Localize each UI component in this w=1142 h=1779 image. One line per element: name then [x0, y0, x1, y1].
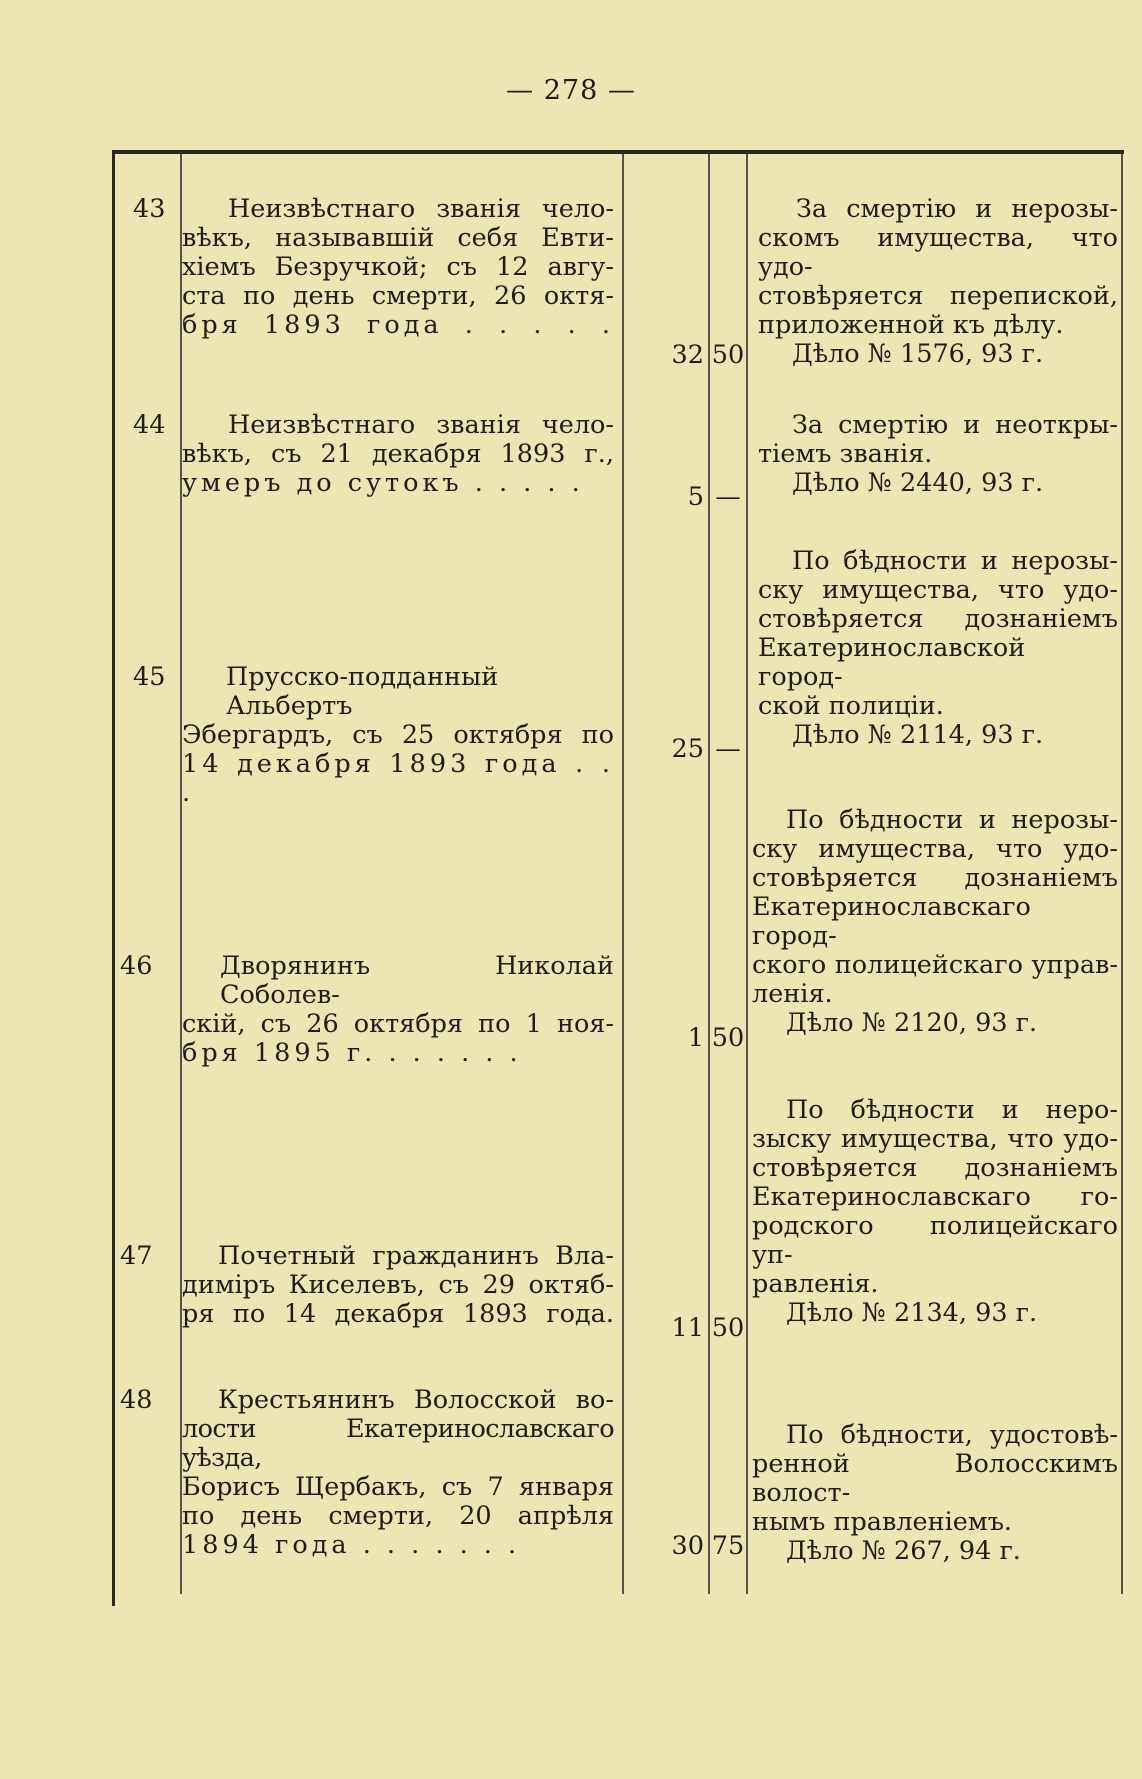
description-line: по день смерти, 20 апрѣля: [182, 1501, 614, 1531]
row-44-description: [182, 411, 614, 498]
description-line: 14 декабря 1893 года . . .: [182, 749, 614, 808]
description-line: Почетный гражданинъ Вла-: [218, 1241, 614, 1271]
row-47-description: [182, 1242, 614, 1329]
description-line: ря по 14 декабря 1893 года.: [182, 1299, 614, 1329]
page-number: — 278 —: [506, 75, 636, 106]
reason-line: За смертію и нерозы-: [796, 194, 1118, 224]
description-line: умеръ до сутокъ . . . . .: [182, 468, 584, 498]
row-45-description: [182, 663, 614, 808]
table-top-rule: [112, 150, 1124, 154]
case-reference: Дѣло № 2120, 93 г.: [786, 1008, 1038, 1038]
description-line: Крестьянинъ Волосской во-: [218, 1385, 614, 1415]
description-line: Эбергардъ, съ 25 октября по: [182, 720, 614, 750]
reason-line: По бѣдности и нерозы-: [786, 805, 1118, 835]
row-48-kopecks: 75: [711, 1531, 745, 1561]
description-line: хіемъ Безручкой; съ 12 авгу-: [182, 252, 614, 282]
row-45-kopecks: —: [715, 734, 741, 764]
row-44-reason: [758, 411, 1118, 498]
reason-line: зыску имущества, что удо-: [752, 1124, 1118, 1154]
reason-line: ренной Волосскимъ волост-: [752, 1449, 1118, 1508]
reason-line: стовѣряется перепиской,: [758, 281, 1118, 311]
reason-line: приложенной къ дѣлу.: [758, 310, 1064, 340]
description-line: Прусско-подданный Альбертъ: [226, 662, 499, 721]
description-line: вѣкъ, называвшій себя Евти-: [182, 223, 614, 253]
reason-line: Екатеринославскаго город-: [752, 892, 1031, 951]
reason-line: стовѣряется дознаніемъ: [752, 1153, 1118, 1183]
reason-line: ленія.: [752, 979, 833, 1009]
row-47-kopecks: 50: [711, 1313, 745, 1343]
row-48-roubles: 30: [671, 1531, 704, 1561]
row-43-reason: [758, 195, 1118, 369]
reason-line: ску имущества, что удо-: [752, 834, 1118, 864]
row-43-roubles: 32: [671, 340, 704, 370]
row-46-number: 46: [120, 951, 153, 981]
description-line: диміръ Киселевъ, съ 29 октяб-: [182, 1270, 614, 1300]
table-left-rule: [112, 150, 115, 1606]
row-45-reason: [758, 547, 1118, 750]
case-reference: Дѣло № 267, 94 г.: [786, 1536, 1021, 1566]
description-line: 1894 года . . . . . . .: [182, 1530, 521, 1560]
reason-line: родского полицейскаго уп-: [752, 1211, 1118, 1270]
row-48-number: 48: [120, 1385, 153, 1415]
case-reference: Дѣло № 1576, 93 г.: [792, 339, 1044, 369]
column-rule-kopecks: [746, 154, 748, 1594]
row-47-number: 47: [120, 1241, 153, 1271]
reason-line: Екатеринославскаго го-: [752, 1182, 1118, 1212]
reason-line: равленія.: [752, 1269, 879, 1299]
row-45-roubles: 25: [671, 734, 704, 764]
row-46-kopecks: 50: [711, 1023, 745, 1053]
row-43-number: 43: [133, 194, 166, 224]
description-line: бря 1893 года . . . . .: [182, 310, 614, 340]
case-reference: Дѣло № 2134, 93 г.: [786, 1298, 1038, 1328]
description-line: Дворянинъ Николай Соболев-: [220, 951, 614, 1010]
row-48-description: [182, 1386, 614, 1560]
row-47-roubles: 11: [671, 1313, 704, 1343]
row-45-number: 45: [133, 662, 166, 692]
row-48-reason: [752, 1421, 1118, 1566]
description-line: лости Екатеринославскаго уѣзда,: [182, 1414, 614, 1473]
row-44-number: 44: [133, 410, 166, 440]
row-46-reason: [752, 806, 1118, 1038]
row-46-description: [182, 952, 614, 1068]
table-right-rule: [1121, 154, 1123, 1594]
column-rule-roubles: [708, 154, 710, 1594]
column-rule-description: [622, 154, 624, 1594]
column-rule-number: [180, 154, 182, 1594]
row-46-roubles: 1: [687, 1023, 704, 1053]
row-43-description: [182, 195, 614, 340]
description-line: вѣкъ, съ 21 декабря 1893 г.,: [182, 439, 614, 469]
description-line: Неизвѣстнаго званія чело-: [228, 410, 614, 440]
reason-line: тіемъ званія.: [758, 439, 933, 469]
reason-line: стовѣряется дознаніемъ: [758, 604, 1118, 634]
reason-line: За смертію и неоткры-: [792, 410, 1118, 440]
description-line: ста по день смерти, 26 октя-: [182, 281, 614, 311]
reason-line: скомъ имущества, что удо-: [758, 223, 1118, 282]
reason-line: нымъ правленіемъ.: [752, 1507, 1013, 1537]
row-44-roubles: 5: [687, 482, 704, 512]
row-43-kopecks: 50: [711, 340, 745, 370]
row-47-reason: [752, 1096, 1118, 1328]
reason-line: Екатеринославской город-: [758, 633, 1026, 692]
case-reference: Дѣло № 2114, 93 г.: [792, 720, 1044, 750]
description-line: скій, съ 26 октября по 1 ноя-: [182, 1009, 614, 1039]
reason-line: ску имущества, что удо-: [758, 575, 1118, 605]
reason-line: ской полиціи.: [758, 691, 944, 721]
reason-line: По бѣдности и нерозы-: [792, 546, 1118, 576]
description-line: Борисъ Щербакъ, съ 7 января: [182, 1472, 614, 1502]
row-44-kopecks: —: [715, 482, 741, 512]
reason-line: ского полицейскаго управ-: [752, 950, 1118, 980]
reason-line: По бѣдности и неро-: [786, 1095, 1118, 1125]
reason-line: стовѣряется дознаніемъ: [752, 863, 1118, 893]
reason-line: По бѣдности, удостовѣ-: [786, 1420, 1118, 1450]
description-line: Неизвѣстнаго званія чело-: [228, 194, 614, 224]
case-reference: Дѣло № 2440, 93 г.: [792, 468, 1044, 498]
description-line: бря 1895 г. . . . . . .: [182, 1038, 522, 1068]
